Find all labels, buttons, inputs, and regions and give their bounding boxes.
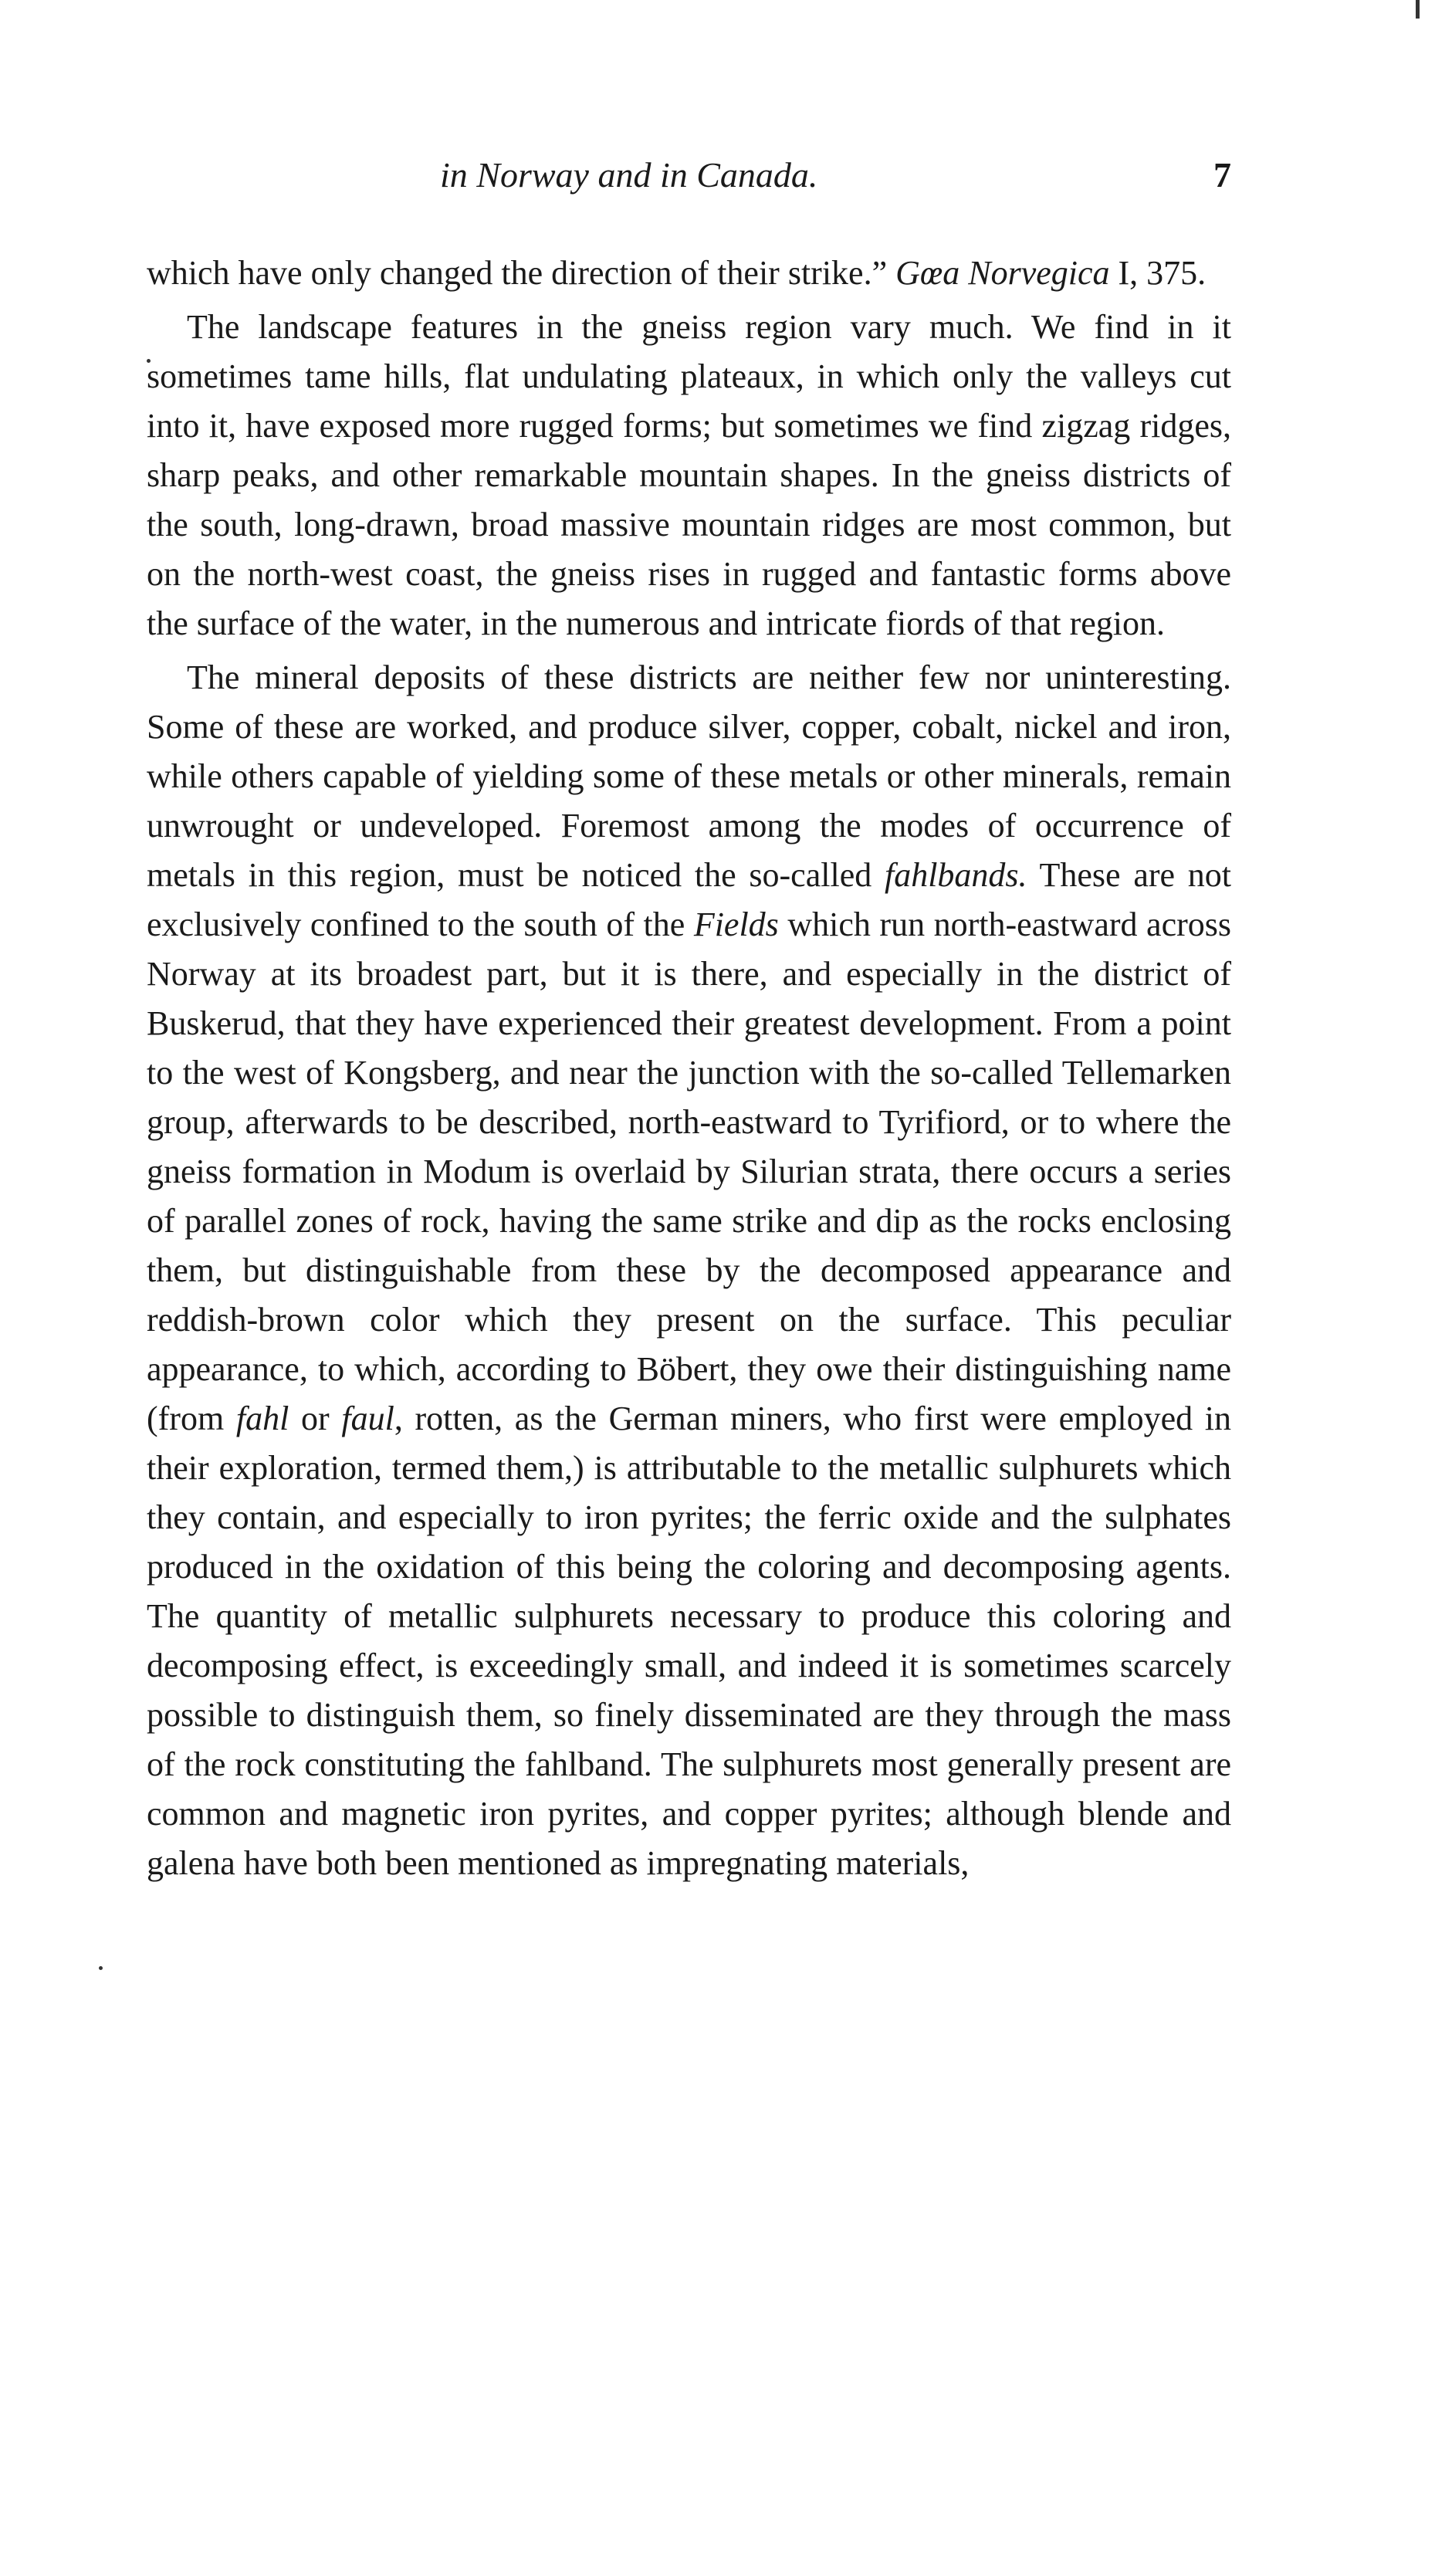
paragraph-mineral-deposits: [147, 653, 1231, 1888]
italic-text-run: Gœa Norvegica: [895, 254, 1110, 292]
page-number: 7: [1213, 155, 1231, 195]
text-run: , rotten, as the German miners, who first were employed in their exploration, termed them,) is attributable to the metallic sulphurets which they contain, and especially to iron pyrites; the ferric oxide and the sulphates produced in the oxidation of this being the coloring and decomposing agents. The quantity of metallic sulphurets necessary to produce this coloring and decomposing effect, is exceedingly small, and indeed it is sometimes scarcely possible to distinguish them, so finely disseminated are they through the mass of the rock constituting the fahlband. The sulphurets most generally present are common and magnetic iron pyrites, and copper pyrites; although blende and galena have both been mentioned as impregnating materials,: [147, 1400, 1232, 1882]
italic-text-run: fahlbands.: [884, 856, 1027, 894]
text-run: or: [289, 1400, 342, 1437]
body-text: [147, 249, 1231, 1888]
book-page: [147, 154, 1231, 1893]
text-run: which run north-eastward across Norway at its broadest part, but it is there, and especially in the district of Buskerud, that they have experienced their greatest development. From a point to the west of Kongsberg, and near the junction with the so-called Tellemarken group, afterwards to be described, north-eastward to Tyrifiord, or to where the gneiss formation in Modum is overlaid by Silurian strata, there occurs a series of parallel zones of rock, having the same strike and dip as the rocks enclosing them, but distinguishable from these by the decomposed appearance and reddish-brown color which they present on the surface. This peculiar appearance, to which, according to Böbert, they owe their distinguishing name (from: [147, 905, 1231, 1437]
paragraph-continuation: [147, 249, 1231, 298]
page-edge-mark: [1416, 0, 1420, 19]
running-title: in Norway and in Canada.: [440, 155, 818, 195]
text-run: The landscape features in the gneiss region vary much. We find in it sometimes tame hills, flat undulating plateaux, in which only the valleys cut into it, have exposed more rugged forms; but sometimes we find zigzag ridges, sharp peaks, and other remarkable mountain shapes. In the gneiss districts of the south, long-drawn, broad massive mountain ridges are most common, but on the north-west coast, the gneiss rises in rugged and fantastic forms above the surface of the water, in the numerous and intricate fiords of that region.: [147, 308, 1231, 642]
text-run: which have only changed the direction of their strike.”: [147, 254, 896, 292]
text-run: I, 375.: [1109, 254, 1207, 292]
text-run: These are not exclusively confined to the south of the: [147, 856, 1232, 943]
ink-speck: [99, 1966, 103, 1970]
italic-text-run: faul: [341, 1400, 394, 1437]
text-run: The mineral deposits of these districts are neither few nor uninteresting. Some of these are worked, and produce silver, copper, cobalt, nickel and iron, while others capable of yielding some of these metals or other minerals, remain unwrought or undeveloped. Foremost among the modes of occurrence of metals in this region, must be noticed the so-called: [147, 658, 1231, 894]
italic-text-run: fahl: [235, 1400, 289, 1437]
paragraph-landscape: [147, 303, 1231, 648]
running-head: [147, 154, 1231, 208]
italic-text-run: Fields: [693, 905, 779, 943]
